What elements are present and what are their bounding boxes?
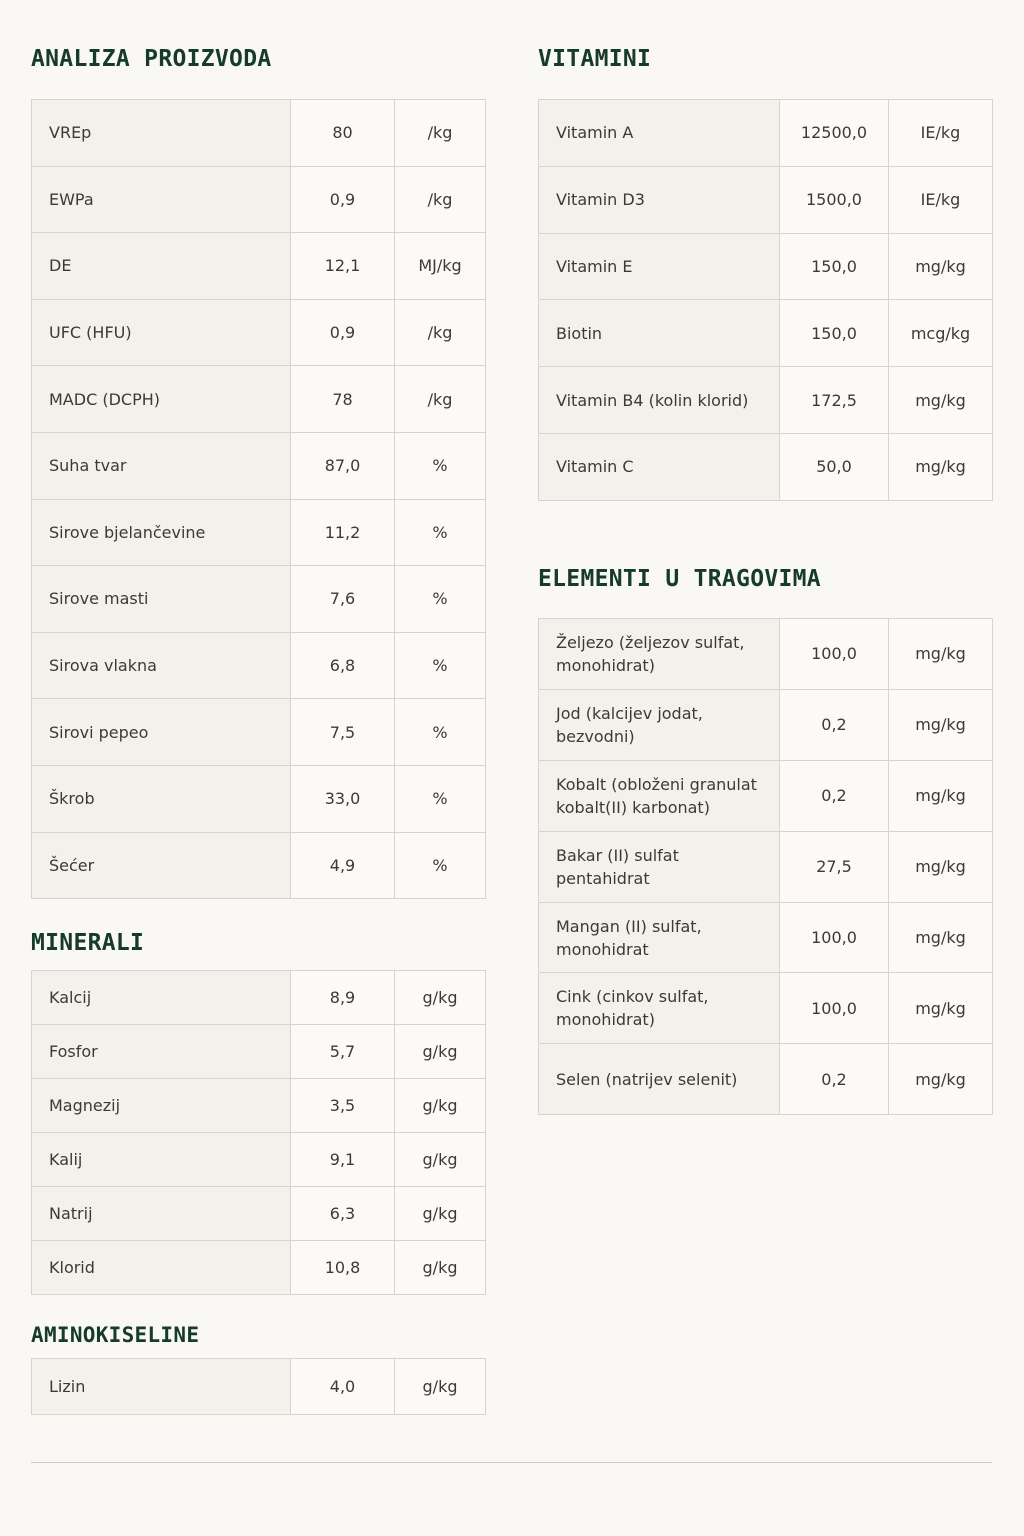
row-unit: % — [395, 765, 486, 832]
row-value: 9,1 — [291, 1133, 395, 1187]
row-unit: g/kg — [395, 1187, 486, 1241]
row-label: Škrob — [32, 765, 291, 832]
row-value: 33,0 — [291, 765, 395, 832]
heading-elementi-u-tragovima: ELEMENTI U TRAGOVIMA — [538, 566, 821, 592]
table-row — [539, 760, 993, 831]
row-unit: mg/kg — [889, 619, 993, 690]
row-unit: % — [395, 432, 486, 499]
table-row — [32, 566, 486, 633]
row-value: 0,9 — [291, 166, 395, 233]
row-unit: mg/kg — [889, 902, 993, 973]
table-row — [539, 619, 993, 690]
table-row — [539, 689, 993, 760]
table-row — [539, 300, 993, 367]
row-unit: g/kg — [395, 1359, 486, 1415]
table-row — [32, 299, 486, 366]
row-value: 7,5 — [291, 699, 395, 766]
row-label: Kobalt (obloženi granulat kobalt(II) karbonat) — [539, 760, 780, 831]
table-analiza-proizvoda — [31, 99, 486, 899]
row-value: 100,0 — [780, 619, 889, 690]
row-unit: g/kg — [395, 1133, 486, 1187]
table-row — [32, 1187, 486, 1241]
row-unit: mg/kg — [889, 760, 993, 831]
table-row — [32, 832, 486, 899]
table-row — [539, 166, 993, 233]
table-row — [32, 233, 486, 300]
row-label: Klorid — [32, 1241, 291, 1295]
row-unit: % — [395, 499, 486, 566]
row-label: Natrij — [32, 1187, 291, 1241]
row-label: Lizin — [32, 1359, 291, 1415]
table-row — [32, 166, 486, 233]
table-row — [539, 1044, 993, 1115]
row-label: Vitamin B4 (kolin klorid) — [539, 367, 780, 434]
row-value: 6,8 — [291, 632, 395, 699]
row-label: Mangan (II) sulfat, monohidrat — [539, 902, 780, 973]
row-value: 6,3 — [291, 1187, 395, 1241]
row-unit: /kg — [395, 166, 486, 233]
row-value: 0,9 — [291, 299, 395, 366]
row-label: Magnezij — [32, 1079, 291, 1133]
table-row — [32, 971, 486, 1025]
table-elementi-u-tragovima — [538, 618, 993, 1115]
row-unit: mg/kg — [889, 367, 993, 434]
row-value: 8,9 — [291, 971, 395, 1025]
row-unit: /kg — [395, 100, 486, 167]
row-value: 11,2 — [291, 499, 395, 566]
table-row — [32, 366, 486, 433]
row-unit: /kg — [395, 299, 486, 366]
row-unit: /kg — [395, 366, 486, 433]
heading-aminokiseline: AMINOKISELINE — [31, 1323, 200, 1347]
row-unit: mcg/kg — [889, 300, 993, 367]
row-label: Kalij — [32, 1133, 291, 1187]
row-unit: mg/kg — [889, 973, 993, 1044]
row-unit: IE/kg — [889, 100, 993, 167]
row-value: 0,2 — [780, 1044, 889, 1115]
row-value: 78 — [291, 366, 395, 433]
row-value: 100,0 — [780, 902, 889, 973]
row-label: MADC (DCPH) — [32, 366, 291, 433]
table-row — [539, 902, 993, 973]
table-row — [32, 1133, 486, 1187]
row-value: 80 — [291, 100, 395, 167]
row-value: 150,0 — [780, 233, 889, 300]
row-unit: % — [395, 632, 486, 699]
row-value: 4,0 — [291, 1359, 395, 1415]
row-unit: % — [395, 832, 486, 899]
table-row — [32, 632, 486, 699]
row-unit: MJ/kg — [395, 233, 486, 300]
row-unit: IE/kg — [889, 166, 993, 233]
table-row — [32, 100, 486, 167]
row-value: 7,6 — [291, 566, 395, 633]
row-label: EWPa — [32, 166, 291, 233]
row-unit: g/kg — [395, 1025, 486, 1079]
row-label: VREp — [32, 100, 291, 167]
row-label: Kalcij — [32, 971, 291, 1025]
row-label: DE — [32, 233, 291, 300]
table-row — [32, 1079, 486, 1133]
table-row — [32, 432, 486, 499]
row-value: 100,0 — [780, 973, 889, 1044]
row-label: Vitamin E — [539, 233, 780, 300]
row-unit: mg/kg — [889, 689, 993, 760]
table-row — [32, 699, 486, 766]
row-unit: mg/kg — [889, 831, 993, 902]
row-label: Fosfor — [32, 1025, 291, 1079]
row-label: Selen (natrijev selenit) — [539, 1044, 780, 1115]
row-value: 0,2 — [780, 760, 889, 831]
row-label: Biotin — [539, 300, 780, 367]
row-value: 3,5 — [291, 1079, 395, 1133]
row-unit: mg/kg — [889, 1044, 993, 1115]
table-row — [32, 1025, 486, 1079]
row-label: Vitamin C — [539, 433, 780, 500]
row-value: 172,5 — [780, 367, 889, 434]
table-row — [32, 1359, 486, 1415]
row-value: 10,8 — [291, 1241, 395, 1295]
row-label: Sirove masti — [32, 566, 291, 633]
row-label: Sirova vlakna — [32, 632, 291, 699]
row-value: 27,5 — [780, 831, 889, 902]
row-label: Vitamin A — [539, 100, 780, 167]
row-value: 1500,0 — [780, 166, 889, 233]
table-row — [32, 499, 486, 566]
table-aminokiseline — [31, 1358, 486, 1415]
row-unit: % — [395, 699, 486, 766]
row-label: UFC (HFU) — [32, 299, 291, 366]
table-row — [539, 233, 993, 300]
heading-minerali: MINERALI — [31, 930, 145, 956]
row-value: 0,2 — [780, 689, 889, 760]
heading-analiza-proizvoda: ANALIZA PROIZVODA — [31, 46, 272, 72]
table-row — [32, 765, 486, 832]
row-unit: mg/kg — [889, 233, 993, 300]
row-label: Sirove bjelančevine — [32, 499, 291, 566]
row-value: 12500,0 — [780, 100, 889, 167]
table-row — [32, 1241, 486, 1295]
row-unit: g/kg — [395, 1241, 486, 1295]
row-label: Suha tvar — [32, 432, 291, 499]
row-value: 12,1 — [291, 233, 395, 300]
row-label: Jod (kalcijev jodat, bezvodni) — [539, 689, 780, 760]
table-row — [539, 973, 993, 1044]
table-vitamini — [538, 99, 993, 501]
row-label: Željezo (željezov sulfat, monohidrat) — [539, 619, 780, 690]
row-label: Sirovi pepeo — [32, 699, 291, 766]
table-row — [539, 367, 993, 434]
row-label: Cink (cinkov sulfat, monohidrat) — [539, 973, 780, 1044]
row-label: Vitamin D3 — [539, 166, 780, 233]
table-row — [539, 433, 993, 500]
row-value: 87,0 — [291, 432, 395, 499]
row-unit: % — [395, 566, 486, 633]
table-minerali — [31, 970, 486, 1295]
table-row — [539, 831, 993, 902]
row-unit: g/kg — [395, 971, 486, 1025]
row-value: 5,7 — [291, 1025, 395, 1079]
row-value: 50,0 — [780, 433, 889, 500]
footer-divider — [31, 1462, 992, 1463]
table-row — [539, 100, 993, 167]
heading-vitamini: VITAMINI — [538, 46, 652, 72]
row-unit: mg/kg — [889, 433, 993, 500]
row-label: Bakar (II) sulfat pentahidrat — [539, 831, 780, 902]
row-value: 4,9 — [291, 832, 395, 899]
row-unit: g/kg — [395, 1079, 486, 1133]
row-value: 150,0 — [780, 300, 889, 367]
row-label: Šećer — [32, 832, 291, 899]
